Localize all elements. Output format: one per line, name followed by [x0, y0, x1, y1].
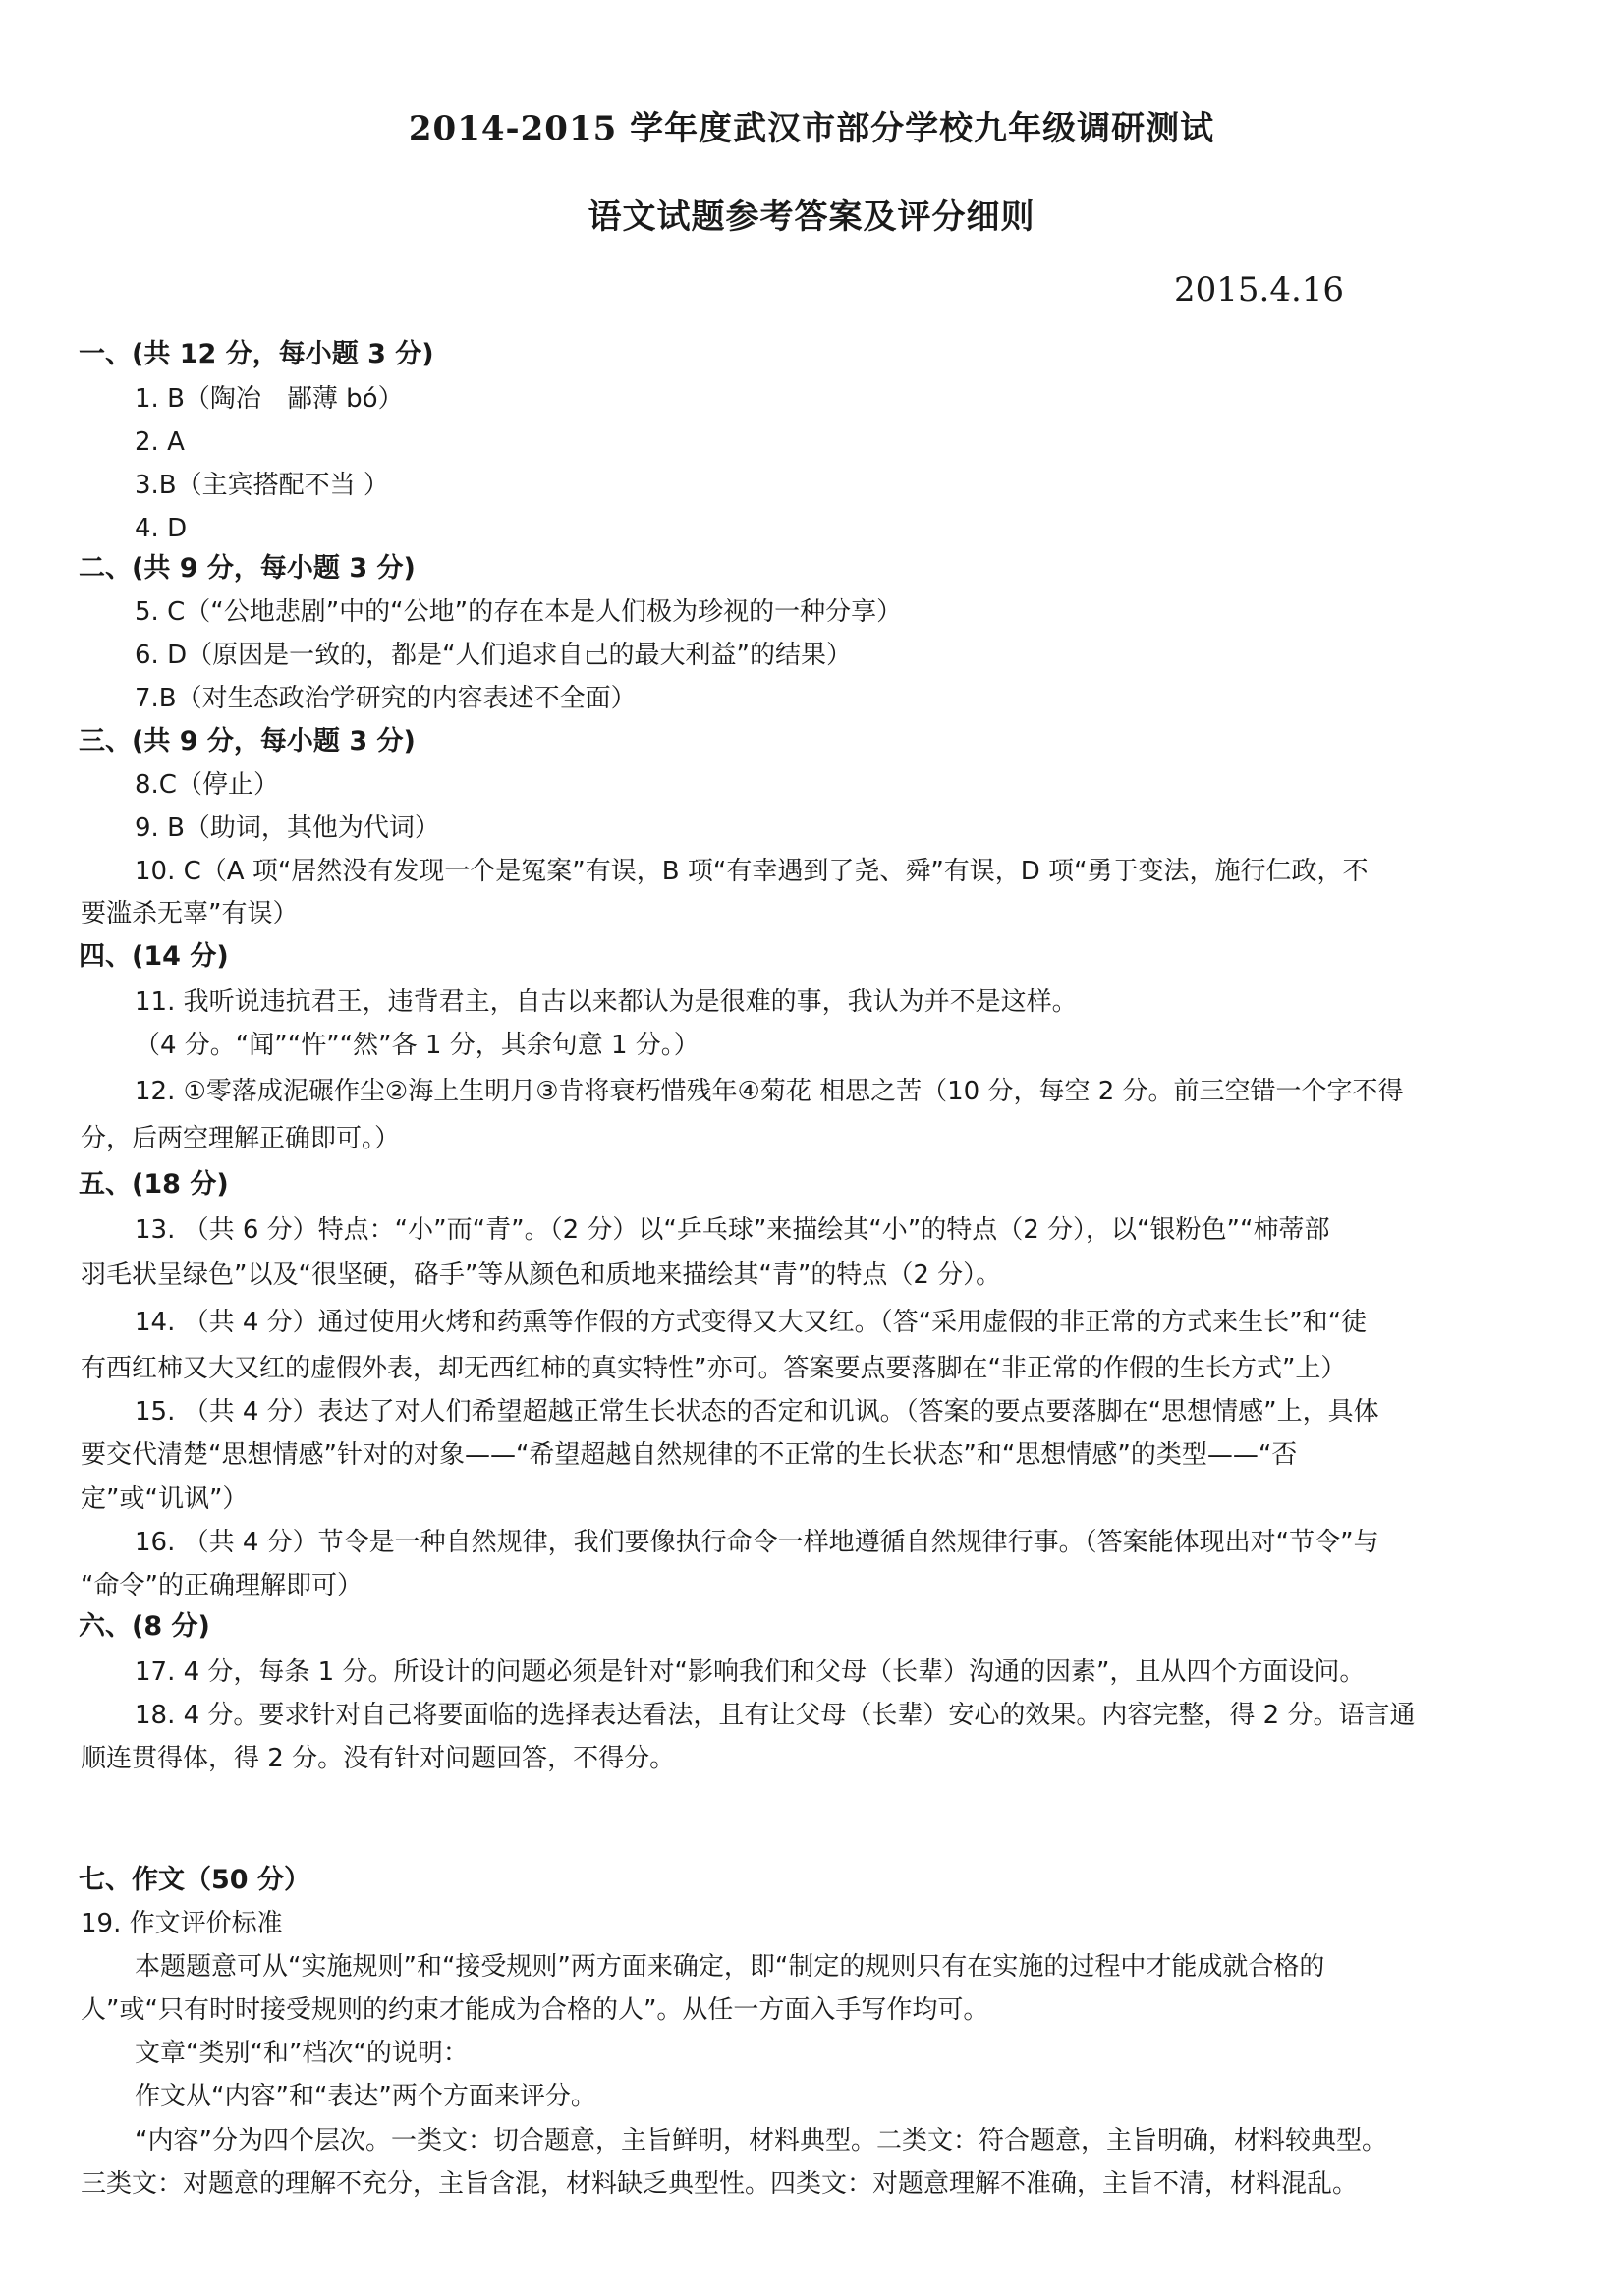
section-heading-4: 四、(14 分) [79, 941, 229, 972]
answer-line: 3.B（主宾搭配不当 ） [135, 471, 389, 500]
answer-line: 文章“类别“和”档次“的说明： [135, 2039, 469, 2068]
answer-line: 10. C（A 项“居然没有发现一个是冤案”有误，B 项“有幸遇到了尧、舜”有误，D 项“勇于变法，施行仁政，不 [135, 857, 1369, 886]
answer-line: 17. 4 分，每条 1 分。所设计的问题必须是针对“影响我们和父母（长辈）沟通的因素”，且从四个方面设问。 [135, 1657, 1366, 1687]
answer-line: 人”或“只有时时接受规则的约束才能成为合格的人”。从任一方面入手写作均可。 [81, 1995, 989, 2025]
answer-line: 1. B（陶冶 鄙薄 bó） [135, 384, 404, 414]
answer-line: 有西红柿又大又红的虚假外表，却无西红柿的真实特性”亦可。答案要点要落脚在“非正常的作假的生长方式”上） [81, 1354, 1347, 1383]
answer-line: 三类文：对题意的理解不充分，主旨含混，材料缺乏典型性。四类文：对题意理解不准确，主旨不清，材料混乱。 [81, 2169, 1359, 2199]
answer-line: “内容”分为四个层次。一类文：切合题意，主旨鲜明，材料典型。二类文：符合题意，主旨明确，材料较典型。 [135, 2126, 1387, 2156]
answer-line: （4 分。“闻”“忤”“然”各 1 分，其余句意 1 分。） [135, 1031, 700, 1060]
section-heading-7: 七、作文（50 分） [79, 1865, 310, 1895]
answer-line: 5. C（“公地悲剧”中的“公地”的存在本是人们极为珍视的一种分享） [135, 597, 903, 627]
answer-line: 7.B（对生态政治学研究的内容表述不全面） [135, 684, 637, 713]
answer-line: 分，后两空理解正确即可。） [81, 1124, 401, 1153]
answer-line: 2. A [135, 427, 185, 457]
answer-line: 9. B（助词，其他为代词） [135, 813, 440, 843]
answer-line: 顺连贯得体，得 2 分。没有针对问题回答，不得分。 [81, 1744, 676, 1773]
answer-line: 8.C（停止） [135, 770, 279, 800]
answer-line: 要滥杀无辜”有误） [81, 899, 299, 928]
answer-line: 要交代清楚“思想情感”针对的对象——“希望超越自然规律的不正常的生长状态”和“思想情感”的类型——“否 [81, 1440, 1298, 1470]
answer-line: 11. 我听说违抗君王，违背君主，自古以来都认为是很难的事，我认为并不是这样。 [135, 987, 1078, 1017]
document-title: 2014-2015 学年度武汉市部分学校九年级调研测试 [408, 109, 1215, 148]
answer-line: “命令”的正确理解即可） [81, 1571, 363, 1600]
section-heading-2: 二、(共 9 分，每小题 3 分) [79, 553, 416, 584]
section-heading-5: 五、(18 分) [79, 1169, 229, 1200]
answer-line: 本题题意可从“实施规则”和“接受规则”两方面来确定，即“制定的规则只有在实施的过程中才能成就合格的 [135, 1952, 1325, 1982]
section-heading-3: 三、(共 9 分，每小题 3 分) [79, 726, 416, 756]
answer-line: 14. （共 4 分）通过使用火烤和药熏等作假的方式变得又大又红。（答“采用虚假的非正常的方式来生长”和“徒 [135, 1308, 1368, 1337]
answer-line: 4. D [135, 514, 188, 543]
answer-line: 12. ①零落成泥碾作尘②海上生明月③肯将衰朽惜残年④菊花 相思之苦（10 分，每空 2 分。前三空错一个字不得 [135, 1077, 1404, 1106]
section-heading-1: 一、(共 12 分，每小题 3 分) [79, 339, 434, 369]
answer-line: 作文从“内容”和“表达”两个方面来评分。 [135, 2082, 596, 2111]
document-date: 2015.4.16 [1174, 270, 1345, 309]
section-heading-6: 六、(8 分) [79, 1611, 210, 1642]
document-subtitle: 语文试题参考答案及评分细则 [588, 197, 1035, 237]
answer-line: 定”或“讥讽”） [81, 1484, 249, 1514]
answer-line: 19. 作文评价标准 [81, 1909, 283, 1938]
answer-line: 15. （共 4 分）表达了对人们希望超越正常生长状态的否定和讥讽。（答案的要点要落脚在“思想情感”上，具体 [135, 1397, 1379, 1427]
answer-line: 18. 4 分。要求针对自己将要面临的选择表达看法，且有让父母（长辈）安心的效果。内容完整，得 2 分。语言通 [135, 1701, 1416, 1730]
answer-line: 羽毛状呈绿色”以及“很坚硬，硌手”等从颜色和质地来描绘其“青”的特点（2 分）。 [81, 1260, 1002, 1290]
answer-line: 6. D（原因是一致的，都是“人们追求自己的最大利益”的结果） [135, 641, 853, 670]
answer-line: 13. （共 6 分）特点：“小”而“青”。（2 分）以“乒乓球”来描绘其“小”的特点（2 分），以“银粉色”“柿蒂部 [135, 1215, 1330, 1245]
answer-line: 16. （共 4 分）节令是一种自然规律，我们要像执行命令一样地遵循自然规律行事。（答案能体现出对“节令”与 [135, 1528, 1379, 1557]
